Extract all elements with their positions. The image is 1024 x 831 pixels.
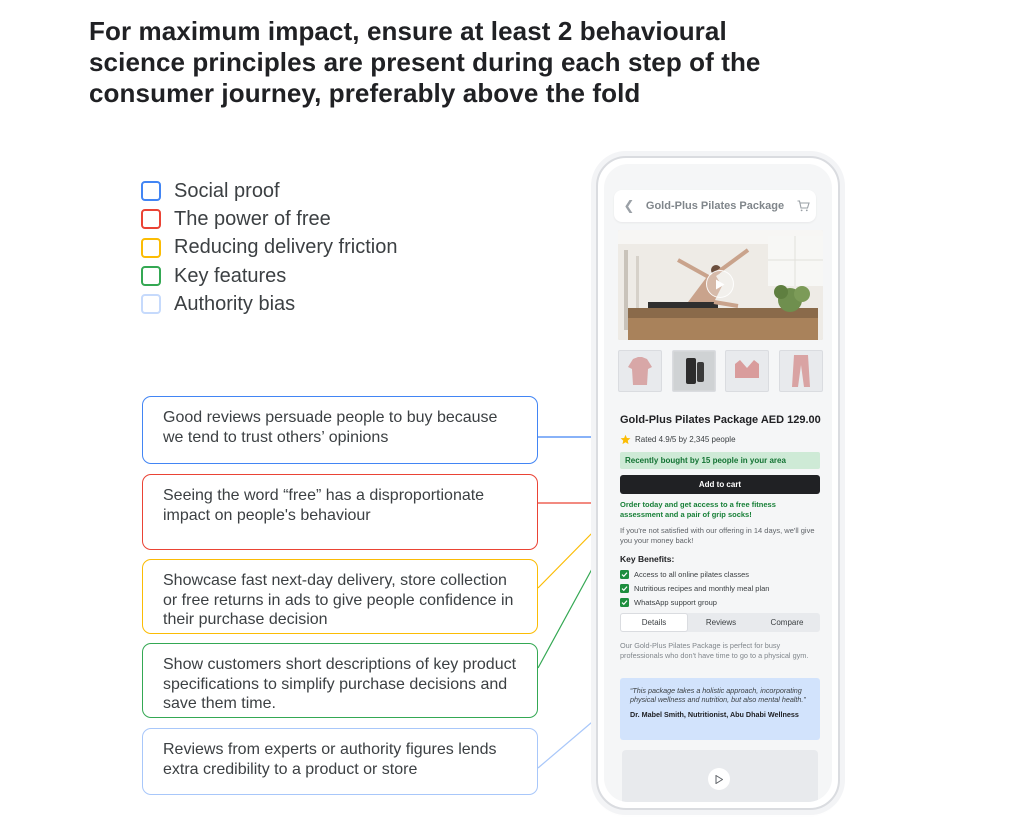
benefit-text: WhatsApp support group: [634, 598, 717, 607]
callout-authority-bias: Reviews from experts or authority figures lends extra credibility to a product or store: [142, 728, 538, 795]
recently-bought-banner: [620, 452, 820, 469]
checkbox-checked-icon: [620, 570, 629, 579]
legend-item-delivery-friction: [141, 234, 397, 262]
legend-label: The power of free: [174, 207, 331, 230]
shopping-cart-icon[interactable]: [790, 200, 816, 212]
checkbox-checked-icon: [620, 584, 629, 593]
legend-item-power-of-free: [141, 205, 397, 233]
phone-screen: [604, 164, 832, 802]
legend: [141, 177, 397, 318]
video-card[interactable]: [622, 750, 818, 802]
phone-mockup: [596, 156, 840, 810]
legend-swatch-social-proof: [141, 181, 161, 201]
legend-swatch-power-of-free: [141, 209, 161, 229]
free-offer-text: Order today and get access to a free fitness assessment and a pair of grip socks!: [620, 500, 776, 519]
legend-item-key-features: [141, 262, 397, 290]
expert-quote: “This package takes a holistic approach, incorporating physical wellness and nutrition, but also mental health.”: [630, 686, 806, 704]
rating-text: Rated 4.9/5 by 2,345 people: [635, 435, 736, 444]
headline: For maximum impact, ensure at least 2 behavioural science principles are present during each step of the consumer journey, preferably above the fold: [89, 16, 761, 108]
legend-swatch-delivery-friction: [141, 238, 161, 258]
callout-power-of-free: Seeing the word “free” has a disproportionate impact on people's behaviour: [142, 474, 538, 550]
thumbnail-jacket[interactable]: [618, 350, 662, 392]
recently-bought-text: Recently bought by 15 people in your area: [625, 456, 786, 465]
legend-item-social-proof: [141, 177, 397, 205]
expert-quote-box: [620, 678, 820, 740]
callout-delivery-friction: Showcase fast next-day delivery, store collection or free returns in ads to give people confidence in their purchase decision: [142, 559, 538, 634]
play-icon[interactable]: [706, 270, 734, 298]
thumbnail-sports-bra[interactable]: [725, 350, 769, 392]
benefit-item: [620, 570, 749, 579]
connector-authority-bias: [538, 717, 598, 768]
app-header-title: Gold-Plus Pilates Package: [645, 200, 785, 212]
star-icon: [620, 434, 631, 445]
legend-label: Social proof: [174, 179, 280, 202]
back-chevron-icon[interactable]: ❮: [623, 198, 635, 213]
connector-delivery-friction: [538, 527, 598, 588]
legend-item-authority-bias: [141, 290, 397, 318]
money-back-text: If you're not satisfied with our offering in 14 days, we'll give you your money back!: [620, 526, 815, 545]
legend-swatch-key-features: [141, 266, 161, 286]
benefit-item: [620, 598, 717, 607]
benefit-text: Access to all online pilates classes: [634, 570, 750, 579]
legend-label: Authority bias: [174, 292, 296, 315]
details-text: Our Gold-Plus Pilates Package is perfect for busy professionals who don't have time to go to a physical gym.: [620, 641, 809, 660]
thumbnail-grip-socks[interactable]: [672, 350, 716, 392]
benefit-item: [620, 584, 769, 593]
tab-details[interactable]: Details: [620, 613, 688, 632]
tab-reviews[interactable]: Reviews: [705, 618, 737, 627]
product-thumbnails: [618, 350, 823, 392]
app-header: [614, 190, 816, 222]
expert-quote-author: Dr. Mabel Smith, Nutritionist, Abu Dhabi Wellness: [630, 710, 799, 719]
play-icon[interactable]: [708, 768, 730, 790]
add-to-cart-button[interactable]: Add to cart: [620, 475, 820, 494]
legend-label: Key features: [174, 264, 287, 287]
rating-row: [620, 434, 736, 445]
legend-label: Reducing delivery friction: [174, 236, 398, 259]
benefits-heading: Key Benefits:: [620, 554, 675, 564]
product-tabs: [620, 613, 820, 632]
thumbnail-leggings[interactable]: [779, 350, 823, 392]
callout-social-proof: Good reviews persuade people to buy because we tend to trust others’ opinions: [142, 396, 538, 464]
connector-key-features: [538, 558, 598, 668]
checkbox-checked-icon: [620, 598, 629, 607]
legend-swatch-authority-bias: [141, 294, 161, 314]
callout-key-features: Show customers short descriptions of key product specifications to simplify purchase decisions and save them time.: [142, 643, 538, 718]
product-title: Gold-Plus Pilates Package AED 129.00: [620, 414, 821, 426]
tab-compare[interactable]: Compare: [770, 618, 804, 627]
hero-video[interactable]: [618, 230, 823, 340]
benefit-text: Nutritious recipes and monthly meal plan: [634, 584, 770, 593]
